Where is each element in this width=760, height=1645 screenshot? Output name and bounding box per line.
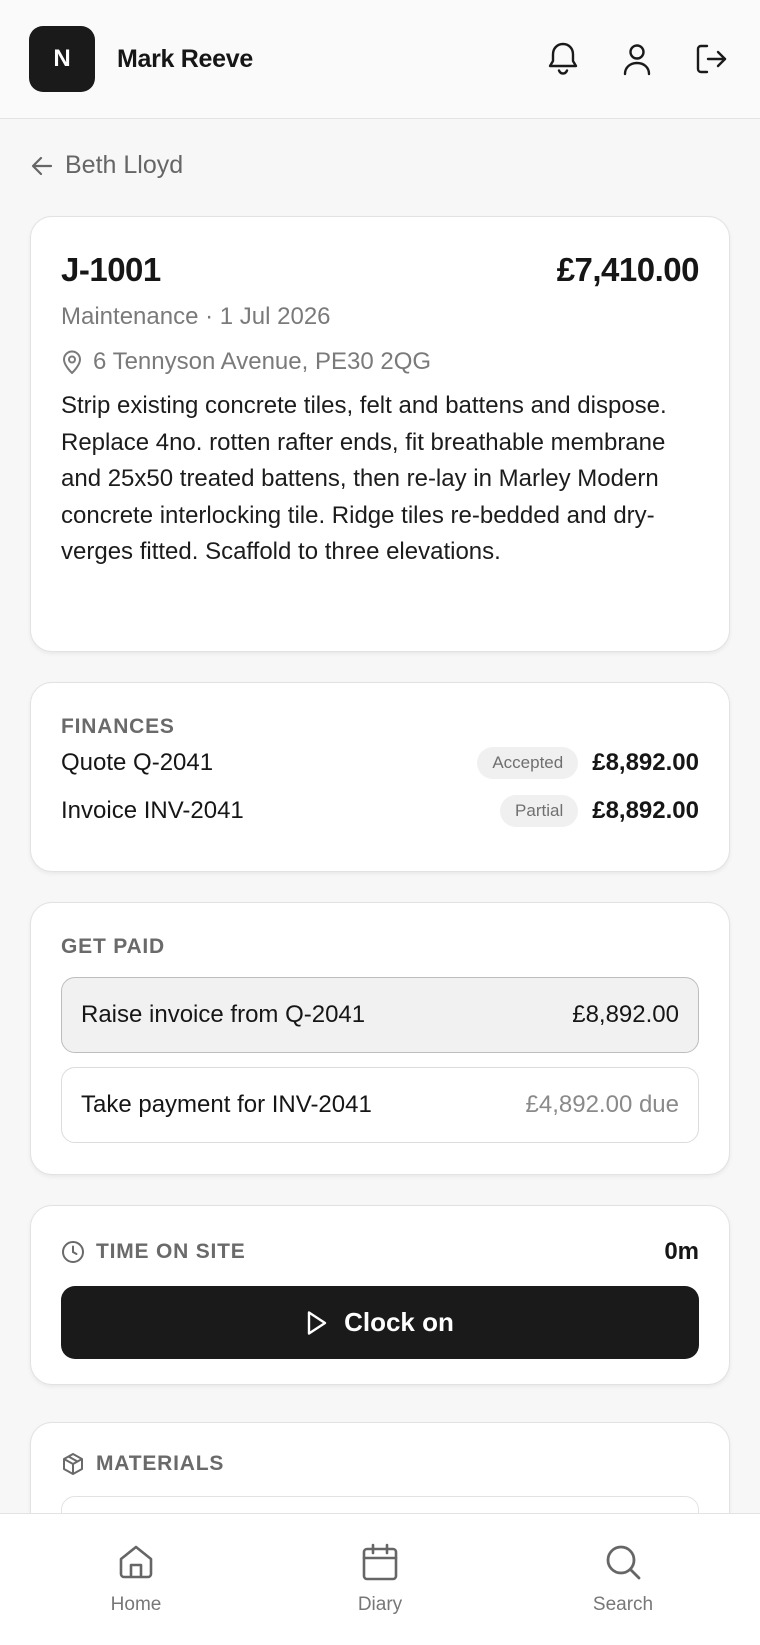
finances-title: FINANCES [61, 715, 175, 738]
nav-diary[interactable] [320, 1542, 440, 1616]
map-pin-icon [61, 349, 83, 375]
raise-invoice-amount: £8,892.00 [572, 1001, 679, 1028]
status-badge: Partial [500, 795, 578, 827]
play-icon [306, 1310, 328, 1336]
clock-on-label: Clock on [344, 1307, 454, 1337]
arrow-left-icon [31, 156, 53, 176]
user-icon[interactable] [617, 39, 657, 79]
status-badge: Accepted [477, 747, 578, 779]
job-total: £7,410.00 [556, 251, 699, 288]
materials-title: MATERIALS [96, 1452, 225, 1475]
main-content [0, 119, 760, 1513]
time-on-site-title: TIME ON SITE [96, 1240, 246, 1263]
finance-row-quote[interactable] [61, 739, 699, 787]
job-meta: Maintenance · 1 Jul 2026 [61, 303, 331, 330]
calendar-icon [360, 1542, 400, 1582]
job-address-text: 6 Tennyson Avenue, PE30 2QG [93, 348, 432, 375]
avatar[interactable]: N [29, 26, 95, 92]
clock-icon [61, 1240, 85, 1264]
header-actions [543, 39, 731, 79]
user-name: Mark Reeve [117, 44, 253, 73]
logout-icon[interactable] [691, 39, 731, 79]
raise-invoice-button[interactable] [61, 977, 699, 1053]
bell-icon[interactable] [543, 39, 583, 79]
materials-card [30, 1422, 730, 1513]
finance-row-invoice[interactable] [61, 787, 699, 835]
get-paid-title: GET PAID [61, 935, 166, 958]
clock-on-button[interactable] [61, 1286, 699, 1359]
finances-card [30, 682, 730, 872]
back-link[interactable] [31, 151, 183, 180]
get-paid-card [30, 902, 730, 1175]
job-description: Strip existing concrete tiles, felt and battens and dispose. Replace 4no. rotten rafter ends, fit breathable membrane and 25x50 treated battens, then re-lay in Marley Modern concrete interlocking tile. Ridge tiles re-bedded and dry-verges fitted. Scaffold to three elevations. [61, 392, 667, 565]
nav-search[interactable] [563, 1542, 683, 1616]
time-on-site-card [30, 1205, 730, 1385]
nav-diary-label: Diary [357, 1594, 403, 1615]
job-card [30, 216, 730, 652]
package-icon [61, 1452, 85, 1476]
finance-label: Quote Q-2041 [61, 749, 214, 776]
raise-invoice-label: Raise invoice from Q-2041 [81, 1001, 366, 1028]
finance-amount: £8,892.00 [592, 797, 699, 824]
nav-home[interactable] [76, 1542, 196, 1616]
nav-search-label: Search [592, 1594, 654, 1615]
take-payment-label: Take payment for INV-2041 [81, 1091, 372, 1118]
job-id: J-1001 [61, 251, 161, 288]
app-header [0, 0, 760, 119]
materials-list[interactable] [61, 1496, 699, 1513]
back-link-label: Beth Lloyd [65, 151, 184, 179]
take-payment-amount: £4,892.00 due [525, 1091, 679, 1118]
finance-amount: £8,892.00 [592, 749, 699, 776]
nav-home-label: Home [110, 1594, 162, 1615]
home-icon [116, 1542, 156, 1582]
bottom-nav [0, 1513, 760, 1645]
search-icon [603, 1542, 643, 1582]
job-address [61, 348, 699, 376]
time-on-site-value: 0m [664, 1238, 699, 1265]
take-payment-button[interactable] [61, 1067, 699, 1143]
finance-label: Invoice INV-2041 [61, 797, 244, 824]
